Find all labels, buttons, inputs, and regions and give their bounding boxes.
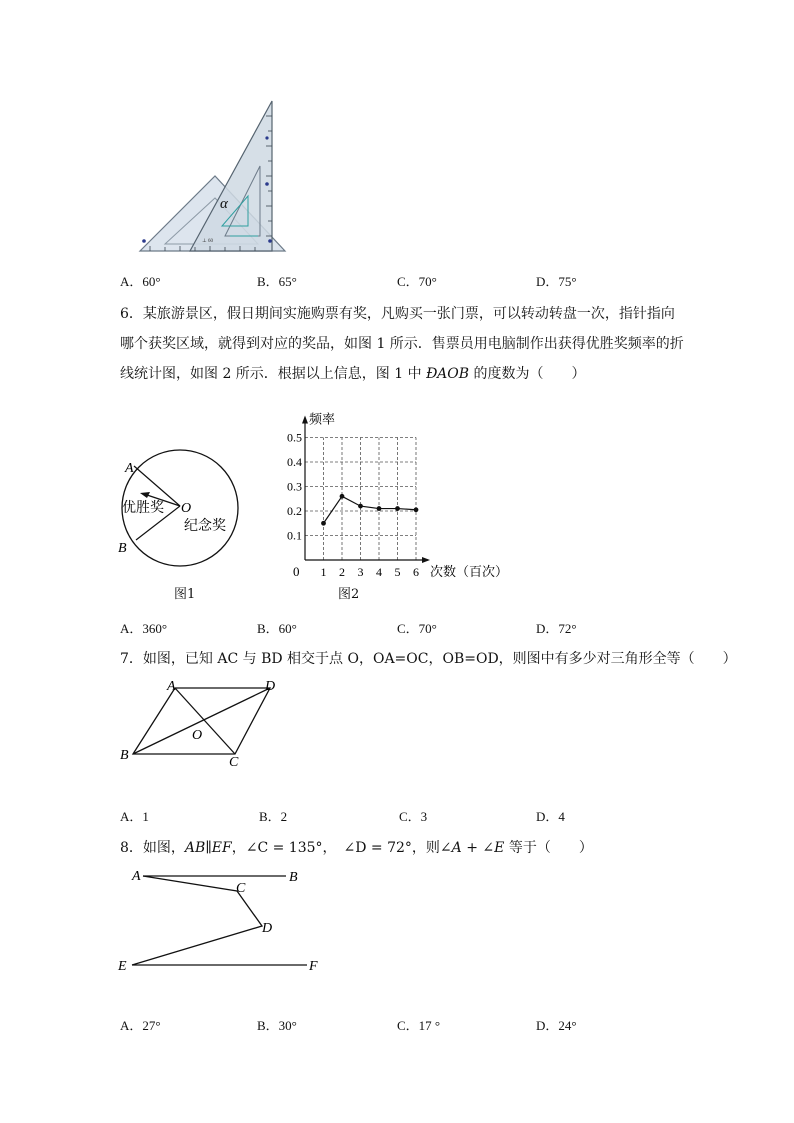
x-tick-label: 6 [413, 565, 419, 579]
y-axis-arrow [302, 416, 308, 424]
q8-option-c[interactable]: C．17 ° [397, 1018, 441, 1033]
y-tick-label: 0.3 [287, 479, 302, 494]
q5-option-a[interactable]: A．60° [120, 274, 161, 289]
data-point [358, 504, 363, 509]
q6-text-line-3: 线统计图，如图 2 所示．根据以上信息，图 1 中 ÐAOB 的度数为（ ） [120, 366, 586, 382]
point-f-label: F [309, 959, 318, 974]
chart-grid [305, 438, 416, 561]
x-axis-title: 次数（百次） [430, 564, 509, 579]
point-o-label: O [181, 501, 192, 516]
q7-text: 7．如图，已知 AC 与 BD 相交于点 O，OA=OC，OB=OD，则图中有多少对三角形全等（ ） [120, 651, 737, 667]
angle-aob: ÐAOB [426, 366, 470, 382]
data-point [414, 507, 419, 512]
q7-option-c[interactable]: C．3 [399, 809, 428, 824]
origin-label: 0 [293, 564, 300, 579]
x-tick-label: 3 [357, 565, 364, 579]
ruler-mark-text: ⊥ 60 [202, 239, 213, 244]
parallelogram-figure [115, 676, 295, 771]
data-point [340, 494, 345, 499]
vertex-c-label: C [229, 755, 239, 770]
q5-option-c[interactable]: C．70° [397, 274, 437, 289]
q8-option-d[interactable]: D．24° [536, 1018, 577, 1033]
point-b-label: B [289, 870, 298, 885]
region-label-souvenir: 纪念奖 [184, 519, 226, 534]
region-label-excellence: 优胜奖 [122, 501, 164, 516]
q7-option-d[interactable]: D．4 [536, 809, 565, 824]
parallel-lines-figure [112, 864, 332, 976]
chart-ticks [287, 431, 419, 580]
q8-option-b[interactable]: B．30° [257, 1018, 297, 1033]
y-tick-label: 0.5 [287, 430, 302, 445]
q8-option-a[interactable]: A．27° [120, 1018, 161, 1033]
diagonal-ac [175, 688, 235, 754]
point-a-label: A [125, 461, 134, 476]
q6-option-b[interactable]: B．60° [257, 621, 297, 636]
chart-series [321, 494, 418, 526]
data-point [321, 521, 326, 526]
data-point [395, 506, 400, 511]
q8-text: 8．如图，AB∥EF，∠C = 135°， ∠D = 72°，则∠A + ∠E 等于（ ） [120, 840, 593, 856]
y-tick-label: 0.4 [287, 455, 302, 469]
q6-text-line-1: 6．某旅游景区，假日期间实施购票有奖，凡购买一张门票，可以转动转盘一次，指针指向 [120, 306, 675, 322]
x-tick-label: 4 [376, 565, 382, 579]
set-square-figure [130, 96, 290, 258]
series-line [324, 496, 417, 523]
vertex-d-label: D [265, 679, 276, 694]
figure-2-caption: 图2 [338, 587, 360, 602]
vertex-a-label: A [167, 679, 176, 694]
x-tick-label: 2 [339, 565, 345, 579]
x-axis-arrow [422, 557, 430, 563]
point-o-label: O [192, 728, 203, 743]
x-tick-label: 1 [320, 565, 327, 579]
spinner-figure [112, 448, 247, 568]
alpha-angle-label: α [220, 196, 228, 212]
point-e-label: E [118, 959, 127, 974]
data-point [377, 506, 382, 511]
point-b-label: B [118, 541, 127, 556]
q7-option-a[interactable]: A．1 [120, 809, 149, 824]
y-axis-title: 频率 [309, 411, 336, 427]
point-d-label: D [262, 921, 273, 936]
parallel-statement: AB∥EF [184, 840, 232, 856]
y-tick-label: 0.2 [287, 504, 302, 518]
point-a-label: A [132, 869, 141, 884]
y-tick-label: 0.1 [287, 528, 302, 543]
frequency-line-chart [280, 400, 509, 579]
q5-option-b[interactable]: B．65° [257, 274, 297, 289]
q6-option-a[interactable]: A．360° [120, 621, 168, 636]
point-c-label: C [236, 881, 246, 896]
vertex-b-label: B [120, 748, 129, 763]
figure-1-caption: 图1 [174, 587, 196, 602]
q6-option-c[interactable]: C．70° [397, 621, 437, 636]
q6-option-d[interactable]: D．72° [536, 621, 577, 636]
x-tick-label: 5 [394, 565, 401, 579]
q6-text-line-2: 哪个获奖区域，就得到对应的奖品，如图 1 所示．售票员用电脑制作出获得优胜奖频率的折 [120, 336, 684, 352]
q7-option-b[interactable]: B．2 [259, 809, 288, 824]
q5-option-d[interactable]: D．75° [536, 274, 577, 289]
